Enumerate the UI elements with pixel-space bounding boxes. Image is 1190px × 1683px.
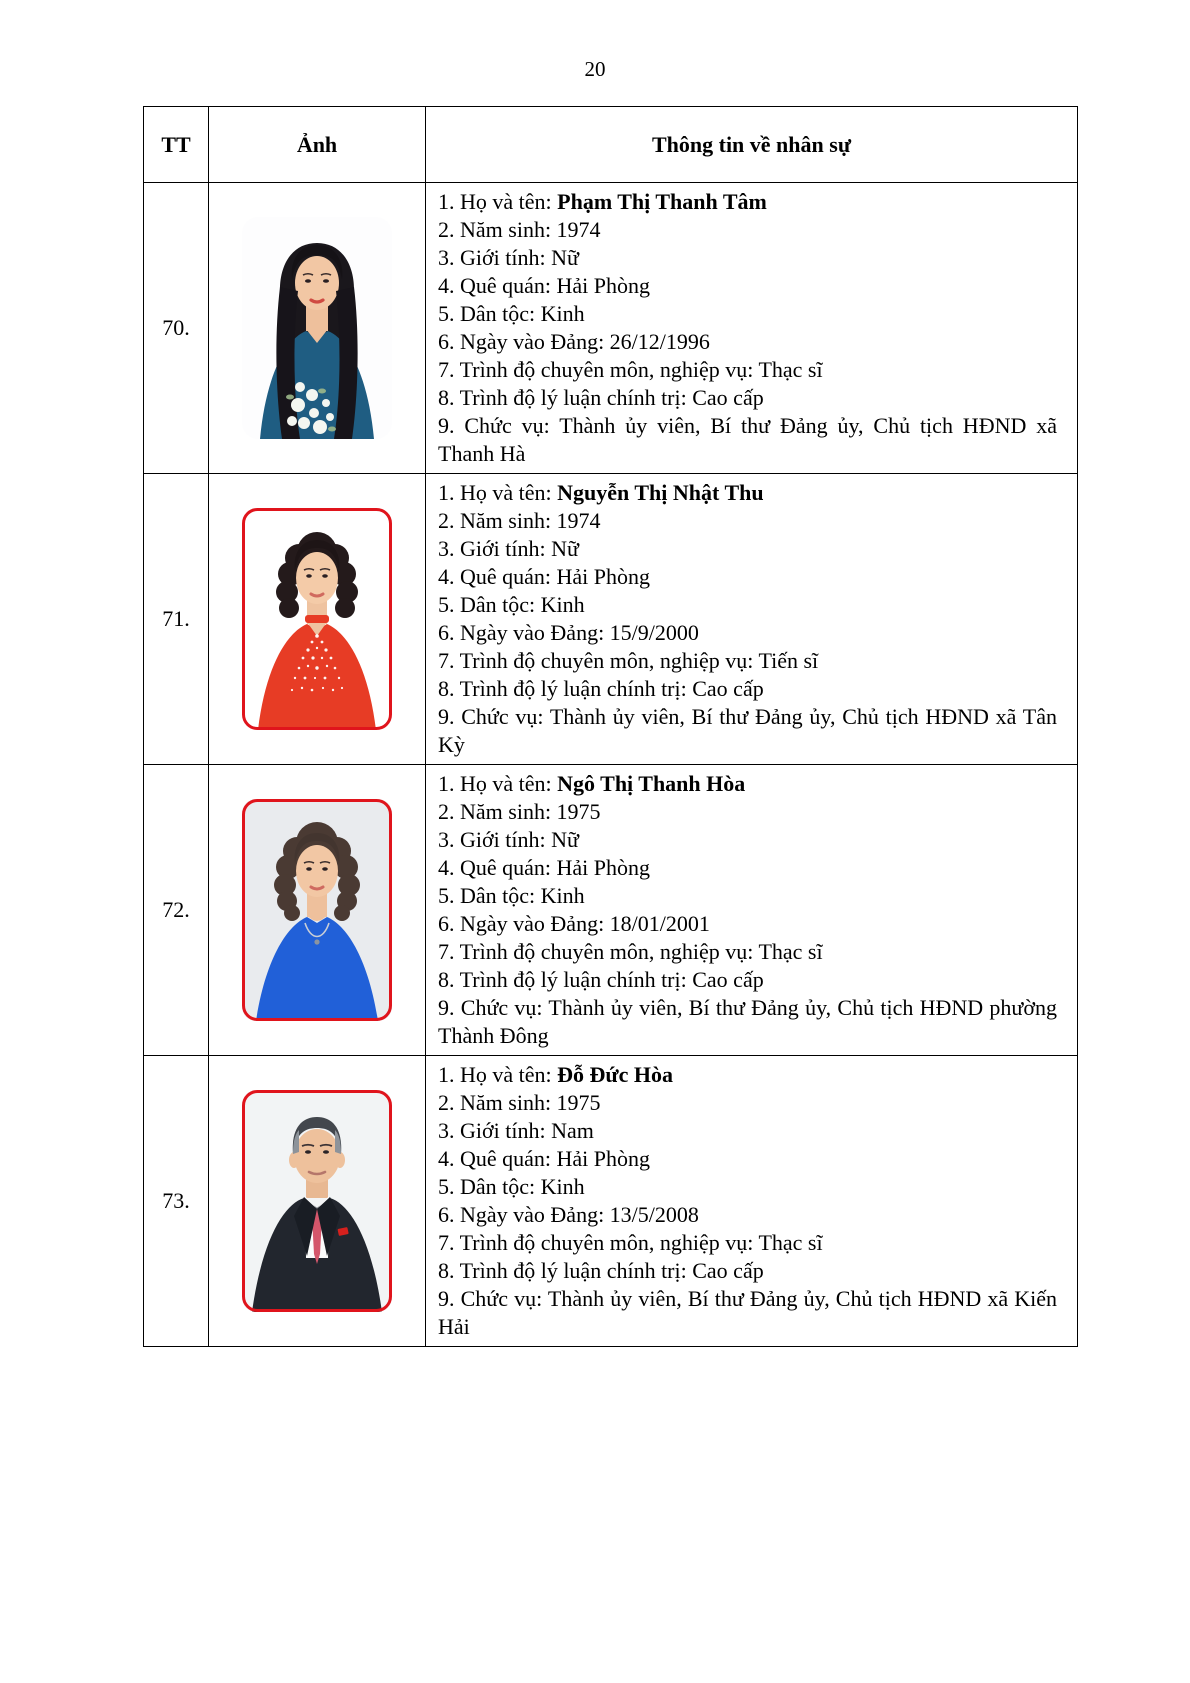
table-header-row [144, 107, 1078, 183]
info-line: 8. Trình độ lý luận chính trị: Cao cấp [438, 385, 764, 410]
name-label: 1. Họ và tên: [438, 771, 558, 796]
info-line: 4. Quê quán: Hải Phòng [438, 564, 651, 589]
personnel-info [426, 474, 1078, 765]
info-line-name [438, 1061, 1057, 1089]
info-line: 7. Trình độ chuyên môn, nghiệp vụ: Tiến sĩ [438, 648, 819, 673]
info-line: 4. Quê quán: Hải Phòng [438, 1146, 651, 1171]
info-line: 7. Trình độ chuyên môn, nghiệp vụ: Thạc sĩ [438, 357, 823, 382]
personnel-table [143, 106, 1078, 1347]
info-line: 5. Dân tộc: Kinh [438, 301, 585, 326]
info-line: 3. Giới tính: Nữ [438, 245, 579, 270]
info-line: 9. Chức vụ: Thành ủy viên, Bí thư Đảng ủy, Chủ tịch HĐND phường Thành Đông [438, 995, 1057, 1048]
name-label: 1. Họ và tên: [438, 1062, 558, 1087]
info-line: 6. Ngày vào Đảng: 18/01/2001 [438, 911, 710, 936]
info-line: 3. Giới tính: Nữ [438, 827, 579, 852]
info-line: 3. Giới tính: Nam [438, 1118, 594, 1143]
info-line: 4. Quê quán: Hải Phòng [438, 273, 651, 298]
info-line-name [438, 479, 1057, 507]
info-line: 5. Dân tộc: Kinh [438, 1174, 585, 1199]
person-name: Ngô Thị Thanh Hòa [557, 771, 746, 796]
portrait-photo [209, 1056, 426, 1347]
info-line-name [438, 188, 1057, 216]
info-line: 2. Năm sinh: 1974 [438, 217, 601, 242]
info-line: 9. Chức vụ: Thành ủy viên, Bí thư Đảng ủy, Chủ tịch HĐND xã Thanh Hà [438, 413, 1057, 466]
header-cell-tt: TT [144, 107, 209, 183]
personnel-info [426, 1056, 1078, 1347]
name-label: 1. Họ và tên: [438, 189, 558, 214]
portrait-photo [209, 183, 426, 474]
info-line: 4. Quê quán: Hải Phòng [438, 855, 651, 880]
person-name: Phạm Thị Thanh Tâm [557, 189, 767, 214]
info-line: 8. Trình độ lý luận chính trị: Cao cấp [438, 1258, 764, 1283]
info-line: 9. Chức vụ: Thành ủy viên, Bí thư Đảng ủy, Chủ tịch HĐND xã Kiến Hải [438, 1286, 1057, 1339]
info-line: 9. Chức vụ: Thành ủy viên, Bí thư Đảng ủy, Chủ tịch HĐND xã Tân Kỳ [438, 704, 1057, 757]
info-line: 5. Dân tộc: Kinh [438, 592, 585, 617]
info-line: 5. Dân tộc: Kinh [438, 883, 585, 908]
portrait-man-dark-suit-image [242, 1090, 392, 1312]
row-index: 70. [144, 183, 209, 474]
portrait-photo [209, 765, 426, 1056]
portrait-woman-blue-sweater-image [242, 799, 392, 1021]
table-row [144, 1056, 1078, 1347]
info-line: 6. Ngày vào Đảng: 15/9/2000 [438, 620, 699, 645]
header-cell-info: Thông tin về nhân sự [426, 107, 1078, 183]
info-line: 2. Năm sinh: 1974 [438, 508, 601, 533]
info-line: 6. Ngày vào Đảng: 26/12/1996 [438, 329, 710, 354]
portrait-woman-blue-ao-dai-image [242, 217, 392, 439]
info-line: 8. Trình độ lý luận chính trị: Cao cấp [438, 967, 764, 992]
personnel-info [426, 765, 1078, 1056]
info-line: 2. Năm sinh: 1975 [438, 799, 601, 824]
info-line: 7. Trình độ chuyên môn, nghiệp vụ: Thạc sĩ [438, 1230, 823, 1255]
person-name: Đỗ Đức Hòa [557, 1062, 674, 1087]
name-label: 1. Họ và tên: [438, 480, 558, 505]
info-line-name [438, 770, 1057, 798]
row-index: 73. [144, 1056, 209, 1347]
row-index: 71. [144, 474, 209, 765]
person-name: Nguyễn Thị Nhật Thu [557, 480, 764, 505]
info-line: 8. Trình độ lý luận chính trị: Cao cấp [438, 676, 764, 701]
info-line: 7. Trình độ chuyên môn, nghiệp vụ: Thạc sĩ [438, 939, 823, 964]
portrait-woman-red-ao-dai-image [242, 508, 392, 730]
info-line: 6. Ngày vào Đảng: 13/5/2008 [438, 1202, 699, 1227]
table-row [144, 765, 1078, 1056]
table-row [144, 183, 1078, 474]
info-line: 3. Giới tính: Nữ [438, 536, 579, 561]
page-number: 20 [584, 57, 606, 81]
header-cell-photo: Ảnh [209, 107, 426, 183]
personnel-info [426, 183, 1078, 474]
info-line: 2. Năm sinh: 1975 [438, 1090, 601, 1115]
table-row [144, 474, 1078, 765]
row-index: 72. [144, 765, 209, 1056]
portrait-photo [209, 474, 426, 765]
